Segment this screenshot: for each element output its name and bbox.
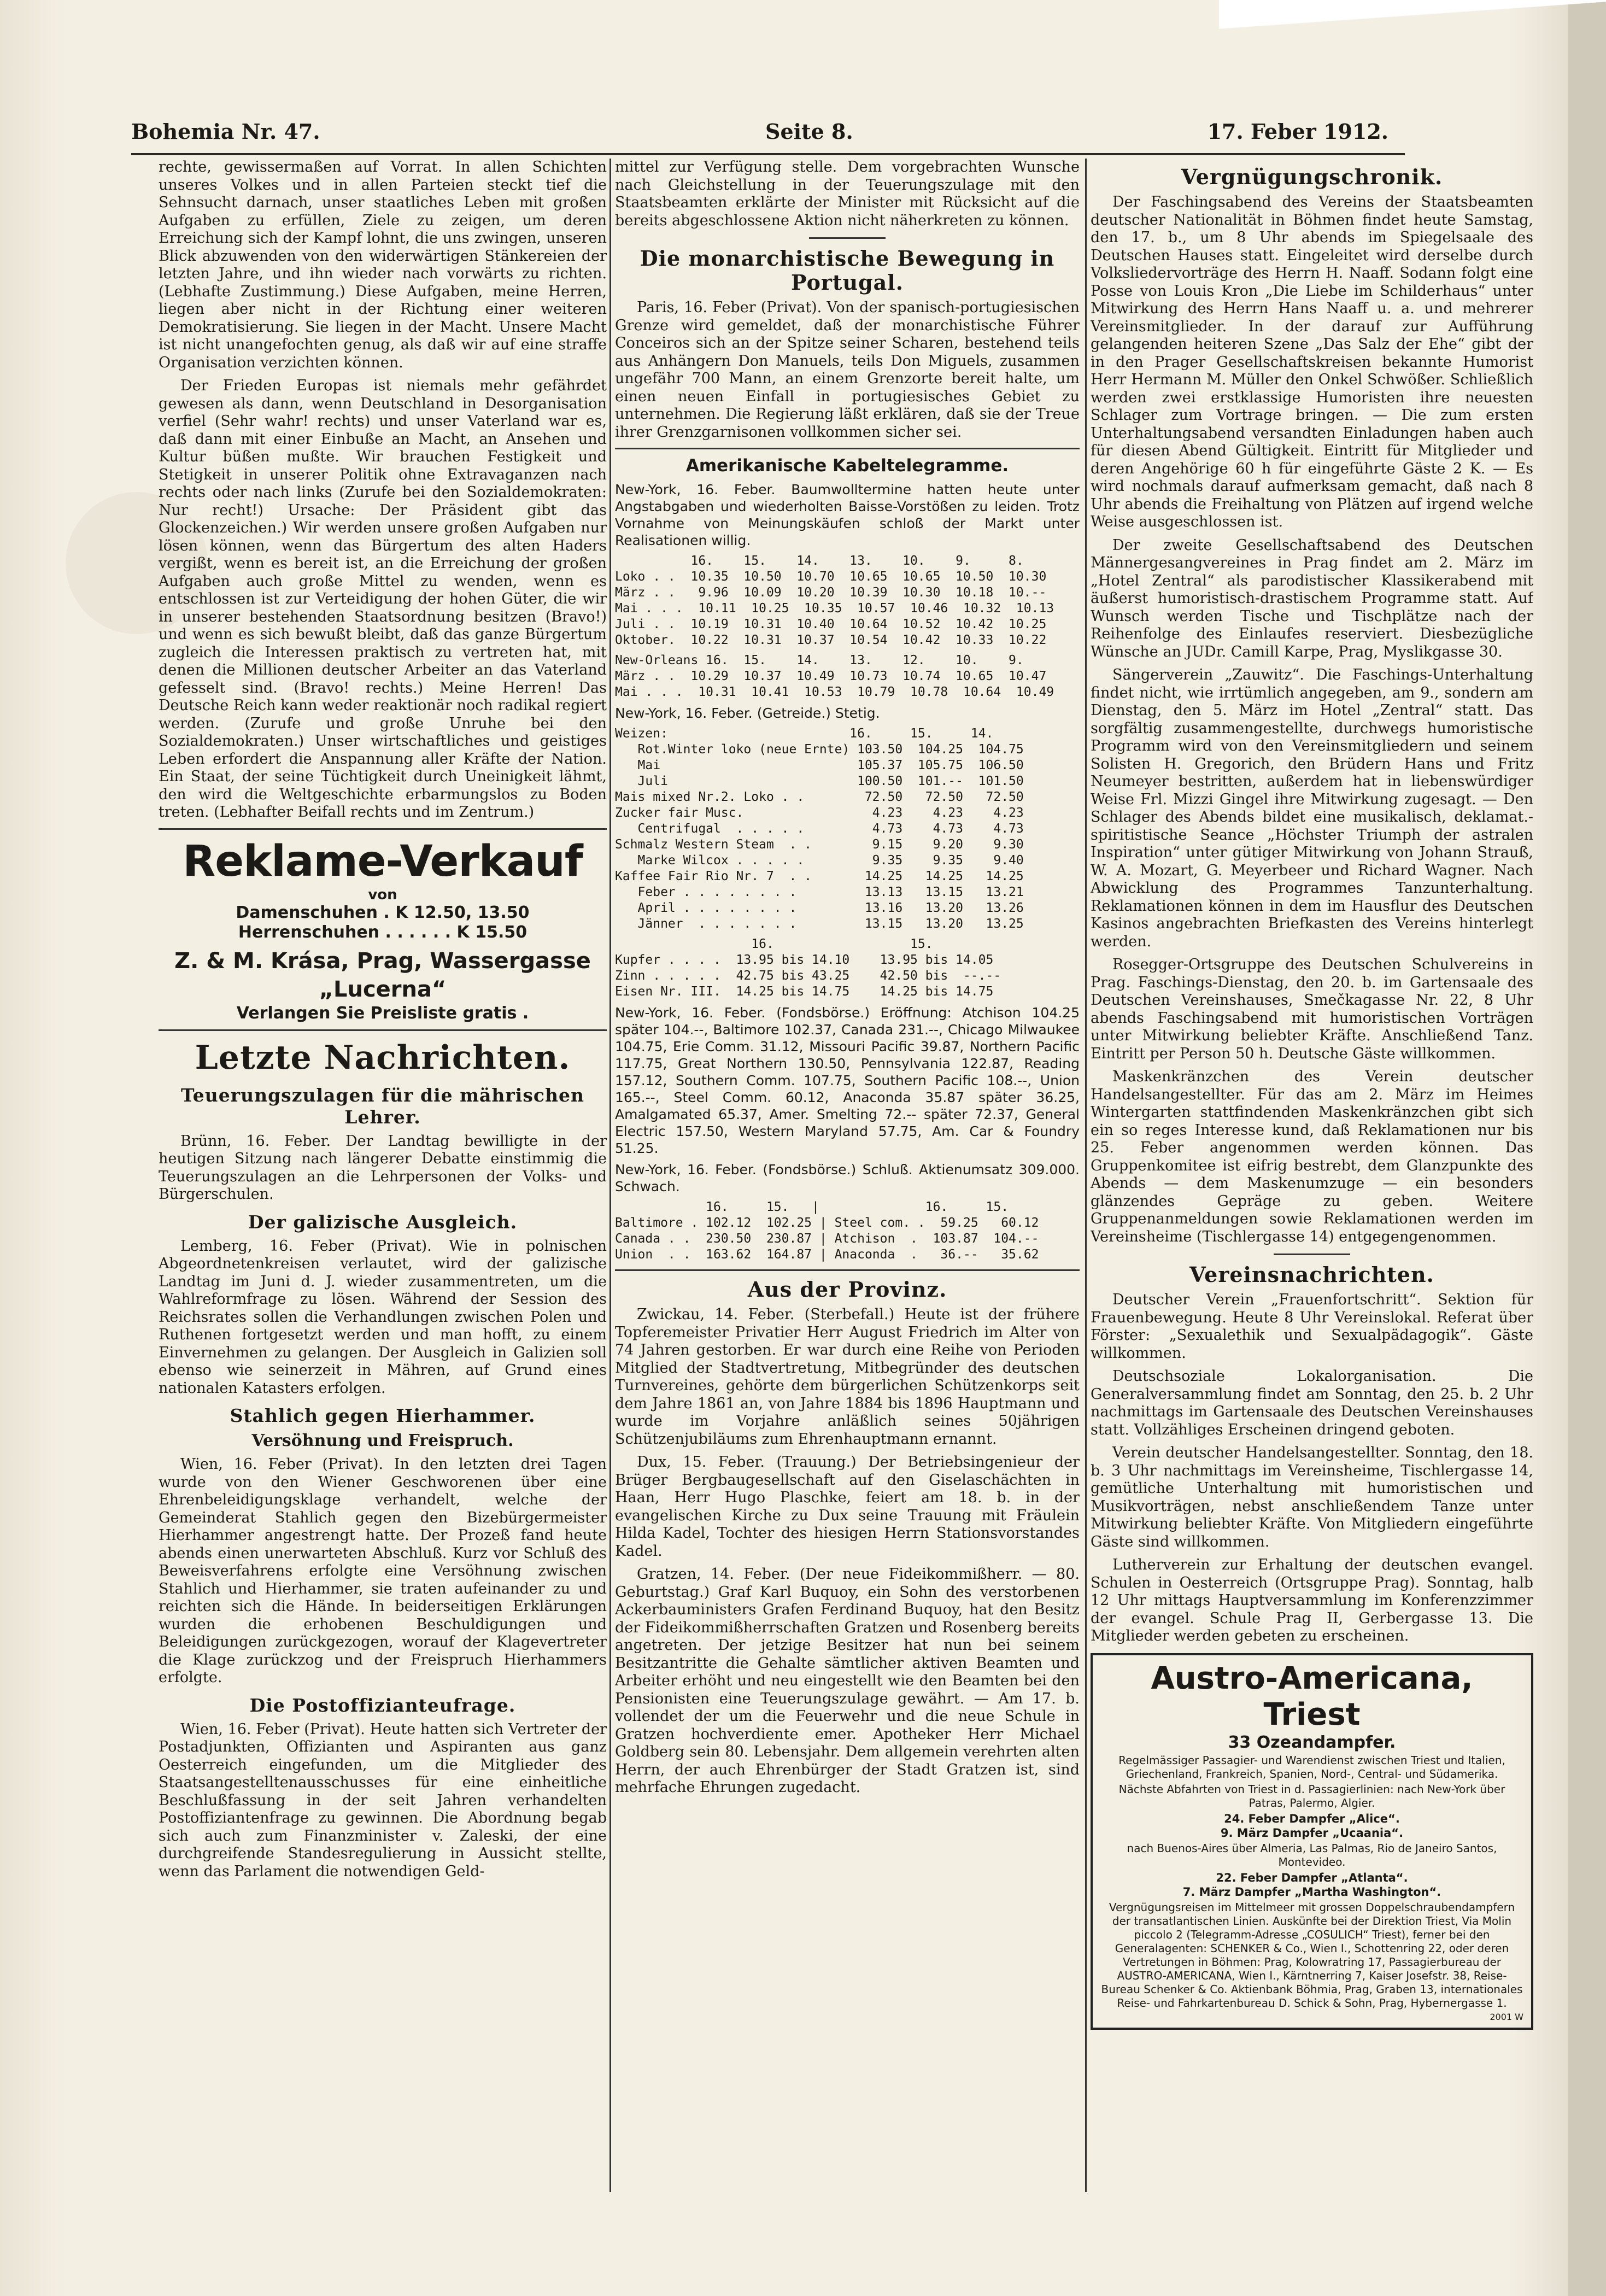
- article-body: Der zweite Gesellschaftsabend des Deutschen Männergesangvereines in Prag findet am 2. März im „Hotel Zentral“ als parodistischer Klassikerabend mit äußerst humoristisch-drastischem Programme statt. Auf Wunsch werden Tische und Tischplätze nach der Reihenfolge des Einlaufes reserviert. Diesbezügliche Wünsche an JUDr. Camill Karpe, Prag, Myslikgasse 30.: [1091, 536, 1533, 660]
- cotton-no-table: New-Orleans 16. 15. 14. 13. 12. 10. 9. März . . 10.29 10.37 10.49 10.73 10.74 10.65 10.47 Mai . . . 10.31 10.41 10.53 10.79 10.78 10.64 10.49: [615, 653, 1054, 699]
- stocks-close-table: 16. 15. | 16. 15. Baltimore . 102.12 102.25 | Steel com. . 59.25 60.12 Canada . . 230.50 230.87 | Atchison . 103.87 104.-- Union . . 163.62 164.87 | Anaconda . 36.-- 35.62: [615, 1200, 1039, 1262]
- austro-americana-ad: [1091, 1653, 1533, 2030]
- aa-text: Regelmässiger Passagier- und Warendienst zwischen Triest und Italien, Griechenland, Frankreich, Spanien, Nord-, Central- und Südamerika.: [1118, 1753, 1505, 1780]
- column-2: [615, 159, 1080, 2203]
- header-rule: [131, 153, 1405, 155]
- article-body: Brünn, 16. Feber. Der Landtag bewilligte in der heutigen Sitzung nach längerer Debatte einstimmig die Teuerungszulagen an die Lehrpersonen der Volks- und Bürgerschulen.: [159, 1132, 607, 1203]
- separator: [159, 828, 607, 830]
- aa-code: 2001 W: [1490, 2011, 1523, 2022]
- article-title: Teuerungszulagen für die mährischen Lehrer.: [180, 1084, 584, 1128]
- intro-paragraph-1: rechte, gewissermaßen auf Vorrat. In allen Schichten unseres Volkes und in allen Parteien steckt tief die Sehnsucht darnach, unser staatliches Leben mit großen Aufgaben zu erfüllen, Ziele zu zeigen, um deren Erreichung sich der Kampf lohnt, die uns zwingen, unseren Blick abzuwenden von den widerwärtigen Stänkereien der letzten Jahre, und ihn wieder nach vorwärts zu richten. (Lebhafte Zustimmung.) Diese Aufgaben, meine Herren, liegen aber nicht in der Richtung einer weiteren Demokratisierung. Sie liegen in der Macht. Unsere Macht ist nicht unangefochten genug, als daß wir auf eine straffe Organisation verzichten können.: [159, 159, 607, 371]
- aa-schedule: 7. März Dampfer „Martha Washington“.: [1182, 1885, 1441, 1899]
- scan-corner: [1219, 0, 1606, 30]
- ad-firm: Z. & M. Krása, Prag, Wassergasse „Lucerna“: [174, 948, 591, 1002]
- grain-heading: New-York, 16. Feber. (Getreide.) Stetig.: [615, 705, 880, 721]
- article-body: Maskenkränzchen des Verein deutscher Handelsangestellter. Für das am 2. März im Heimes Wintergarten stattfindenden Maskenkränzchen gibt sich ein so reges Interesse kund, daß Reklamationen nur bis 25. Feber angenommen werden können. Das Gruppenkomitee ist eifrig bestrebt, dem Glanzpunkte des Abends — dem Maskenumzuge — ein besonders glänzendes Gepräge zu geben. Weitere Gruppenanmeldungen sowie Reklamationen werden im Vereinsheime (Tischlergasse 14) entgegengenommen.: [1091, 1068, 1533, 1245]
- intro-paragraph: mittel zur Verfügung stelle. Dem vorgebrachten Wunsche nach Gleichstellung in der Teuerungszulage mit den Staatsbeamten erklärte der Minister mit Rücksicht auf die bereits abgeschlossene Aktion nicht näherkreten zu können.: [615, 159, 1080, 229]
- section-title-latest-news: Letzte Nachrichten.: [195, 1038, 571, 1077]
- header-date: 17. Feber 1912.: [1207, 119, 1388, 144]
- aa-headline: Austro-Americana, Triest: [1151, 1660, 1473, 1732]
- article-title: Die monarchistische Bewegung in Portugal.: [640, 246, 1055, 295]
- column-rule-2: [1085, 159, 1087, 2192]
- article-title: Der galizische Ausgleich.: [248, 1211, 518, 1233]
- aa-text: Vergnügungsreisen im Mittelmeer mit grossen Doppelschraubendampfern der transatlantischen Linien. Auskünfte bei der Direktion Triest, Via Molin piccolo 2 (Telegramm-Adresse „COSULICH“ Triest), ferner bei den Generalagenten: SCHENKER & Co., Wien I., Schottenring 22, oder deren Vertretungen in Böhmen: Prag, Kolowratring 17, Passagierbureau der AUSTRO-AMERICANA, Wien I., Kärntnerring 7, Kaiser Josefstr. 38, Reise-Bureau Schenker & Co. Aktienbank Böhmia, Prag, Graben 13, internationales Reise- und Fahrkartenbureau D. Schick & Sohn, Prag, Hybernergasse 1.: [1101, 1900, 1523, 2010]
- article-body: Lemberg, 16. Feber (Privat). Wie in polnischen Abgeordnetenkreisen verlautet, wird der galizische Landtag im Juni d. J. wieder zusammentreten, um die Wahlreformfrage zu lösen. Während der Session des Reichsrates sollen die Verhandlungen zwischen Polen und Ruthenen fortgesetzt werden und man hofft, zu einem Einvernehmen zu gelangen. Der Ausgleich in Galizien soll ebenso wie seinerzeit in Mähren, auf Grund eines nationalen Katasters erfolgen.: [159, 1237, 607, 1397]
- column-rule-1: [609, 159, 611, 2192]
- aa-subline: 33 Ozeandampfer.: [1228, 1732, 1396, 1752]
- ad-line-men: Herrenschuhen . . . . . . K 15.50: [238, 922, 527, 942]
- column-1: [159, 159, 607, 2203]
- cotton-ny-table: 16. 15. 14. 13. 10. 9. 8. Loko . . 10.35 10.50 10.70 10.65 10.65 10.50 10.30 März . . 9.96 10.09 10.20 10.39 10.30 10.18 10.-- Mai . . . 10.11 10.25 10.35 10.57 10.46 10.32 10.13 Juli . . 10.19 10.31 10.40 10.64 10.52 10.42 10.25 Oktober. 10.22 10.31 10.37 10.54 10.42 10.33 10.22: [615, 554, 1054, 647]
- ad-line-women: Damenschuhen . K 12.50, 13.50: [236, 903, 530, 922]
- aa-schedule: 24. Feber Dampfer „Alice“.: [1224, 1812, 1400, 1825]
- aa-schedule: 9. März Dampfer „Ucaania“.: [1220, 1826, 1404, 1840]
- metal-table: 16. 15. Kupfer . . . . 13.95 bis 14.10 13.95 bis 14.05 Zinn . . . . . 42.75 bis 43.25 42.50 bis --.-- Eisen Nr. III. 14.25 bis 14.75 14.25 bis 14.75: [615, 937, 1001, 999]
- ad-von: von: [368, 886, 397, 903]
- section-title-province: Aus der Provinz.: [747, 1277, 947, 1302]
- article-body: Deutscher Verein „Frauenfortschritt“. Sektion für Frauenbewegung. Heute 8 Uhr Vereinslokal. Referat über Förster: „Sexualethik und Sexualpädagogik“. Gäste willkommen.: [1091, 1291, 1533, 1362]
- separator: [1274, 1254, 1350, 1255]
- aa-text: Nächste Abfahrten von Triest in d. Passagierlinien: nach New-York über Patras, Palermo, Algier.: [1118, 1782, 1505, 1809]
- article-body: Sängerverein „Zauwitz“. Die Faschings-Unterhaltung findet nicht, wie irrtümlich angegeben, am 9., sondern am Dienstag, den 5. März im Hotel „Zentral“ statt. Das sorgfältig zusammengestellte, durchwegs humoristische Programm wird von den Vereinsmitgliedern und seinem Solisten H. Gregorich, den Brüdern Hans und Fritz Neumeyer bestritten, außerdem hat in liebenswürdiger Weise Frl. Mizzi Gingel ihre Mitwirkung zugesagt. — Den Schlager des Abends bildet eine musikalisch, deklamat.-spiritistische Seance „Höchster Triumph der astralen Inspiration“ unter gütiger Mitwirkung von Johann Strauß, W. A. Mozart, G. Meyerbeer und Richard Wagner. Nach Abwicklung des Programmes Tanzunterhaltung. Reklamationen können in dem im Hausflur des Deutschen Kasinos angebrachten Briefkasten des Vereins hinterlegt werden.: [1091, 666, 1533, 950]
- intro-paragraph-2: Der Frieden Europas ist niemals mehr gefährdet gewesen als dann, wenn Deutschland in Desorganisation verfiel (Sehr wahr! rechts) und unser Vaterland war es, daß dann mit einer Einbuße an Macht, an Ansehen und Kultur büßen mußte. Wir brauchen Festigkeit und Stetigkeit in unserer Politik ohne Extravaganzen nach rechts oder nach links (Zurufe bei den Sozialdemokraten: Nur recht!) Ursache: Der Präsident gibt das Glockenzeichen.) Wir werden unsere großen Aufgaben nur lösen können, wenn das Bürgertum des alten Haders vergißt, wenn es bereit ist, an die Erreichung der großen Aufgaben auch große Mittel zu wenden, wenn es entschlossen ist zur Verteidigung der hohen Güter, die wir in unserer bestehenden Staatsordnung besitzen (Bravo!) und wenn es sich bewußt bleibt, daß das ganze Bürgertum zugleich die Interessen praktisch zu vertreten hat, mit denen die Millionen deutscher Arbeiter an das Vaterland gefesselt sind. (Bravo! rechts.) Meine Herren! Das Deutsche Reich kann weder reaktionär noch radikal regiert werden. (Zurufe und große Unruhe bei den Sozialdemokraten.) Unser wirtschaftliches und geistiges Leben erfordert die Anspannung aller Kräfte der Nation. Ein Staat, der seine Tüchtigkeit durch Uneinigkeit lähmt, den wird die Weltgeschichte erbarmungslos zu Boden treten. (Lebhafter Beifall rechts und im Zentrum.): [159, 377, 607, 821]
- article-title: Die Postoffizianteufrage.: [249, 1694, 516, 1716]
- shoe-sale-ad: [159, 836, 607, 1023]
- page-header: [131, 119, 1388, 152]
- cable-title: Amerikanische Kabeltelegramme.: [685, 456, 1009, 476]
- separator: [615, 1269, 1080, 1271]
- aa-text: nach Buenos-Aires über Almeria, Las Palmas, Rio de Janeiro Santos, Montevideo.: [1127, 1841, 1497, 1869]
- article-title: Stahlich gegen Hierhammer.: [230, 1405, 536, 1426]
- cotton-intro: New-York, 16. Feber. Baumwolltermine hatten heute unter Angstabgaben und wiederholten Baisse-Vorstößen zu leiden. Trotz Vornahme von Meinungskäufen schloß der Markt unter Realisationen willig.: [615, 482, 1080, 548]
- article-body: Rosegger-Ortsgruppe des Deutschen Schulvereins in Prag. Faschings-Dienstag, den 20. b. im Gartensaale des Deutschen Vereinshauses, Smečkagasse Nr. 22, 8 Uhr abends Faschingsabend mit humoristischen Vorträgen unter Mitwirkung beliebter Kräfte. Anschließend Tanz. Eintritt per Person 50 h. Deutsche Gäste willkommen.: [1091, 956, 1533, 1062]
- article-body: Paris, 16. Feber (Privat). Von der spanisch-portugiesischen Grenze wird gemeldet, daß der monarchistische Führer Conceiros sich an der Spitze seiner Scharen, bestehend teils aus Anhängern Don Manuels, teils Don Miguels, zusammen ungefähr 700 Mann, an einem Grenzorte bereit halte, um einen neuen Einfall in portugiesisches Gebiet zu unternehmen. Die Regierung läßt erklären, daß sie der Treue ihrer Grenzgarnisonen vollkommen sicher sei.: [615, 299, 1080, 441]
- separator: [159, 1029, 607, 1031]
- article-body: Wien, 16. Feber (Privat). Heute hatten sich Vertreter der Postadjunkten, Offizianten und Aspiranten aus ganz Oesterreich eingefunden, um die Mitglieder des Staatsangestelltenausschusses für eine einheitliche Beschlußfassung in der seit Jahren verhandelten Postoffiziantenfrage zu gewinnen. Die Abordnung begab sich auch zum Finanzminister v. Zaleski, der eine durchgreifende Standesregulierung in Aussicht stellte, wenn das Parlament die notwendigen Geld-: [159, 1720, 607, 1880]
- grain-table: Weizen: 16. 15. 14. Rot.Winter loko (neue Ernte) 103.50 104.25 104.75 Mai 105.37 105.75 106.50 Juli 100.50 101.-- 101.50 Mais mixed Nr.2. Loko . . 72.50 72.50 72.50 Zucker fair Musc. 4.23 4.23 4.23 Centrifugal . . . . . 4.73 4.73 4.73 Schmalz Western Steam . . 9.15 9.20 9.30 Marke Wilcox . . . . . 9.35 9.35 9.40 Kaffee Fair Rio Nr. 7 . . 14.25 14.25 14.25 Feber . . . . . . . . 13.13 13.15 13.21 April . . . . . . . . 13.16 13.20 13.26 Jänner . . . . . . . 13.15 13.20 13.25: [615, 727, 1024, 931]
- section-title-chronik: Vergnügungschronik.: [1181, 165, 1443, 189]
- article-body: Dux, 15. Feber. (Trauung.) Der Betriebsingenieur der Brüger Bergbaugesellschaft auf den Giselaschächten in Haan, Herr Hugo Plaschke, feiert am 18. b. in der evangelischen Kirche zu Dux seine Trauung mit Fräulein Hilda Kadel, Tochter des hiesigen Herrn Stationsvorstandes Kadel.: [615, 1454, 1080, 1560]
- article-body: Der Faschingsabend des Vereins der Staatsbeamten deutscher Nationalität in Böhmen findet heute Samstag, den 17. b., um 8 Uhr abends im Spiegelsaale des Deutschen Hauses statt. Eingeleitet wird derselbe durch Volksliedervorträge des Herrn H. Naaff. Sodann folgt eine Posse von Louis Kron „Die Liebe im Schilderhaus“ unter Mitwirkung des Herrn Hans Naaff u. a. und mehrerer Vereinsmitglieder. In der darauf zur Aufführung gelangenden heiteren Szene „Das Salz der Ehe“ gibt der in den Prager Gesellschaftskreisen bekannte Humorist Herr Hermann M. Müller den Onkel Schwößer. Schließlich werden zwei erstklassige Humoristen ihre neuesten Schlager zum Vortrage bringen. — Die zum ersten Unterhaltungsabend versandten Einladungen haben auch für diesen Abend Gültigkeit. Eintritt für Mitglieder und deren Angehörige 60 h für eingeführte Gäste 2 K. — Es wird nochmals darauf aufmerksam gemacht, daß nach 8 Uhr abends die Freihaltung von Plätzen auf irgend welche Weise ausgeschlossen ist.: [1091, 194, 1533, 530]
- ad-headline: Reklame-Verkauf: [183, 836, 583, 886]
- separator: [615, 448, 1080, 449]
- article-body: Verein deutscher Handelsangestellter. Sonntag, den 18. b. 3 Uhr nachmittags im Vereinsheime, Tischlergasse 14, gemütliche Unterhaltung mit humoristischen und Musikvorträgen, nebst anschließendem Tanze unter Mitwirkung beliebter Kräfte. Von Mitgliedern eingeführte Gäste sind willkommen.: [1091, 1444, 1533, 1550]
- article-body: Lutherverein zur Erhaltung der deutschen evangel. Schulen in Oesterreich (Ortsgruppe Prag). Sonntag, halb 12 Uhr mittags Hauptversammlung im Konferenzzimmer der evangel. Schule Prag II, Gerbergasse 13. Die Mitglieder werden gebeten zu erscheinen.: [1091, 1556, 1533, 1644]
- section-title-verein: Vereinsnachrichten.: [1189, 1262, 1434, 1287]
- article-body: Zwickau, 14. Feber. (Sterbefall.) Heute ist der frühere Topferemeister Privatier Herr August Friedrich im Alter von 74 Jahren gestorben. Er war durch eine Reihe von Perioden Mitglied der Stadtvertretung, Mitbegründer des deutschen Turnvereines, gehörte dem bürgerlichen Schützenkorps seit dem Jahre 1861 an, von Jahre 1884 bis 1896 Hauptmann und wurde im Vorjahre anläßlich seines 50jährigen Schützenjubiläums zum Ehrenhauptmann ernannt.: [615, 1306, 1080, 1448]
- column-3: [1091, 159, 1533, 2203]
- article-body: Deutschsoziale Lokalorganisation. Die Generalversammlung findet am Sonntag, den 25. b. 2 Uhr nachmittags im Gartensaale des Deutschen Vereinshauses statt. Vollzähliges Erscheinen dringend geboten.: [1091, 1368, 1533, 1438]
- scan-edge: [1568, 0, 1606, 2296]
- article-body: Gratzen, 14. Feber. (Der neue Fideikommißherr. — 80. Geburtstag.) Graf Karl Buquoy, ein Sohn des verstorbenen Ackerbauministers Grafen Ferdinand Buquoy, hat den Besitz der Fideikommißherrschaften Gratzen und Rosenberg bereits angetreten. Der jetzige Besitzer hat nun bei seinem Besitzantritte die Gehalte sämtlicher aktiven Beamten und Arbeiter erhöht und neu eingestellt wie den Beamten bei den Pensionisten eine Teuerungszulage gewährt. — Am 17. b. vollendet der um die Feuerwehr und die neue Schule in Gratzen hochverdiente emer. Apotheker Herr Michael Goldberg sein 80. Lebensjahr. Dem allgemein verehrten alten Herrn, der auch Ehrenbürger der Stadt Gratzen ist, sind mehrfache Ehrungen zugedacht.: [615, 1566, 1080, 1796]
- aa-schedule: 22. Feber Dampfer „Atlanta“.: [1216, 1871, 1408, 1884]
- header-page-number: Seite 8.: [765, 119, 853, 144]
- stocks-opening: New-York, 16. Feber. (Fondsbörse.) Eröffnung: Atchison 104.25 später 104.--, Baltimore 102.37, Canada 231.--, Chicago Milwaukee 104.75, Erie Comm. 31.12, Missouri Pacific 39.87, Northern Pacific 117.75, Great Northern 130.50, Pennsylvania 122.87, Reading 157.12, Southern Comm. 107.75, Southern Pacific 108.--, Union 165.--, Steel Comm. 60.12, Anaconda 35.87 später 36.25, Amalgamated 65.37, Amer. Smelting 72.-- später 72.37, General Electric 157.50, Western Maryland 57.75, Am. Car & Foundry 51.25.: [615, 1005, 1080, 1156]
- article-subtitle: Versöhnung und Freispruch.: [251, 1431, 514, 1450]
- stocks-close-heading: New-York, 16. Feber. (Fondsbörse.) Schluß. Aktienumsatz 309.000. Schwach.: [615, 1162, 1080, 1194]
- separator: [809, 237, 886, 239]
- article-body: Wien, 16. Feber (Privat). In den letzten drei Tagen wurde von den Wiener Geschworenen über eine Ehrenbeleidigungsklage verhandelt, welche der Gemeinderat Stahlich gegen den Bizebürgermeister Hierhammer angestrengt hatte. Der Prozeß fand heute abends einen unerwarteten Abschluß. Kurz vor Schluß des Beweisverfahrens erfolgte eine Versöhnung zwischen Stahlich und Hierhammer, sie traten aufeinander zu und reichten sich die Hände. In beiderseitigen Erklärungen wurden die erhobenen Beschuldigungen und Beleidigungen zurückgezogen, worauf der Klagevertreter die Klage zurückzog und der Freispruch Hierhammers erfolgte.: [159, 1456, 607, 1686]
- header-left: Bohemia Nr. 47.: [131, 119, 320, 144]
- ad-cta: Verlangen Sie Preisliste gratis .: [236, 1003, 529, 1023]
